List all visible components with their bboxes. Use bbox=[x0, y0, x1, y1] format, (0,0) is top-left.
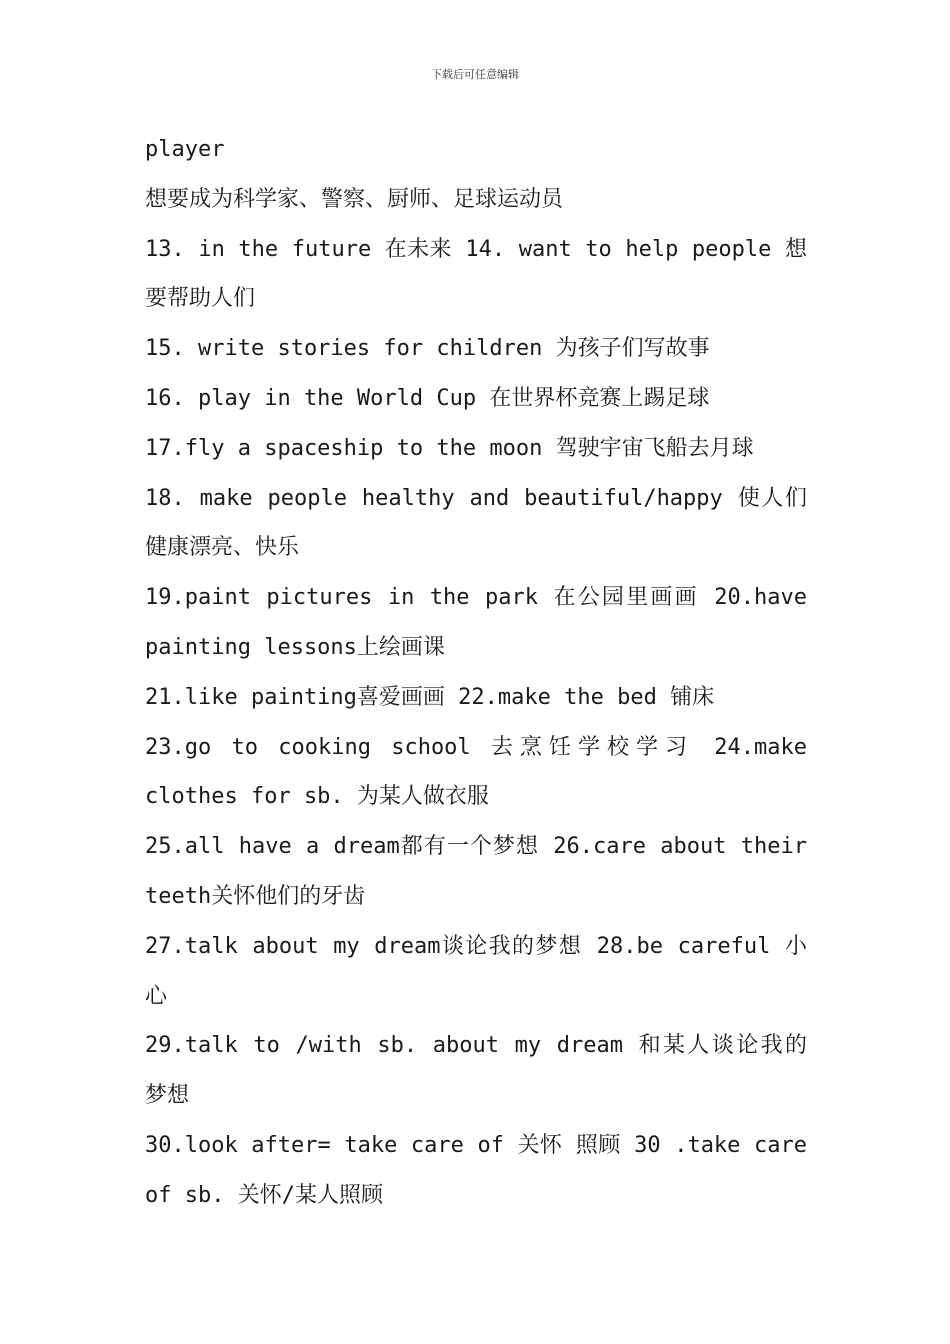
text-line: 13. in the future 在未来 14. want to help people 想 bbox=[145, 236, 807, 262]
text-line: 25.all have a dream都有一个梦想 26.care about their bbox=[145, 834, 807, 860]
text-line: 要帮助人们 bbox=[145, 286, 256, 312]
page-header: 下载后可任意编辑 bbox=[431, 68, 519, 81]
text-line: painting lessons上绘画课 bbox=[145, 634, 445, 660]
text-line: 23.go to cooking school 去烹饪学校学习 24.make bbox=[145, 734, 807, 760]
text-line: player bbox=[145, 137, 225, 162]
text-line: 18. make people healthy and beautiful/happy 使人们 bbox=[145, 485, 807, 511]
text-line: 15. write stories for children 为孩子们写故事 bbox=[145, 336, 710, 362]
text-line: 19.paint pictures in the park 在公园里画画 20.have bbox=[145, 585, 807, 611]
text-line: 29.talk to /with sb. about my dream 和某人谈论我的 bbox=[145, 1033, 807, 1059]
text-line: teeth关怀他们的牙齿 bbox=[145, 883, 366, 909]
text-line: clothes for sb. 为某人做衣服 bbox=[145, 784, 489, 810]
text-line: 27.talk about my dream谈论我的梦想 28.be careful 小 bbox=[145, 933, 807, 959]
document-body bbox=[145, 125, 807, 1221]
text-line: 16. play in the World Cup 在世界杯竞赛上踢足球 bbox=[145, 385, 710, 411]
text-line: 30.look after= take care of 关怀 照顾 30 .take care bbox=[145, 1132, 807, 1158]
text-line: 21.like painting喜爱画画 22.make the bed 铺床 bbox=[145, 684, 715, 710]
text-line: 心 bbox=[145, 983, 168, 1009]
text-line: of sb. 关怀/某人照顾 bbox=[145, 1182, 383, 1208]
text-line: 梦想 bbox=[145, 1083, 190, 1109]
text-line: 健康漂亮、快乐 bbox=[145, 535, 300, 561]
text-line: 想要成为科学家、警察、厨师、足球运动员 bbox=[145, 186, 564, 212]
text-line: 17.fly a spaceship to the moon 驾驶宇宙飞船去月球 bbox=[145, 435, 754, 461]
